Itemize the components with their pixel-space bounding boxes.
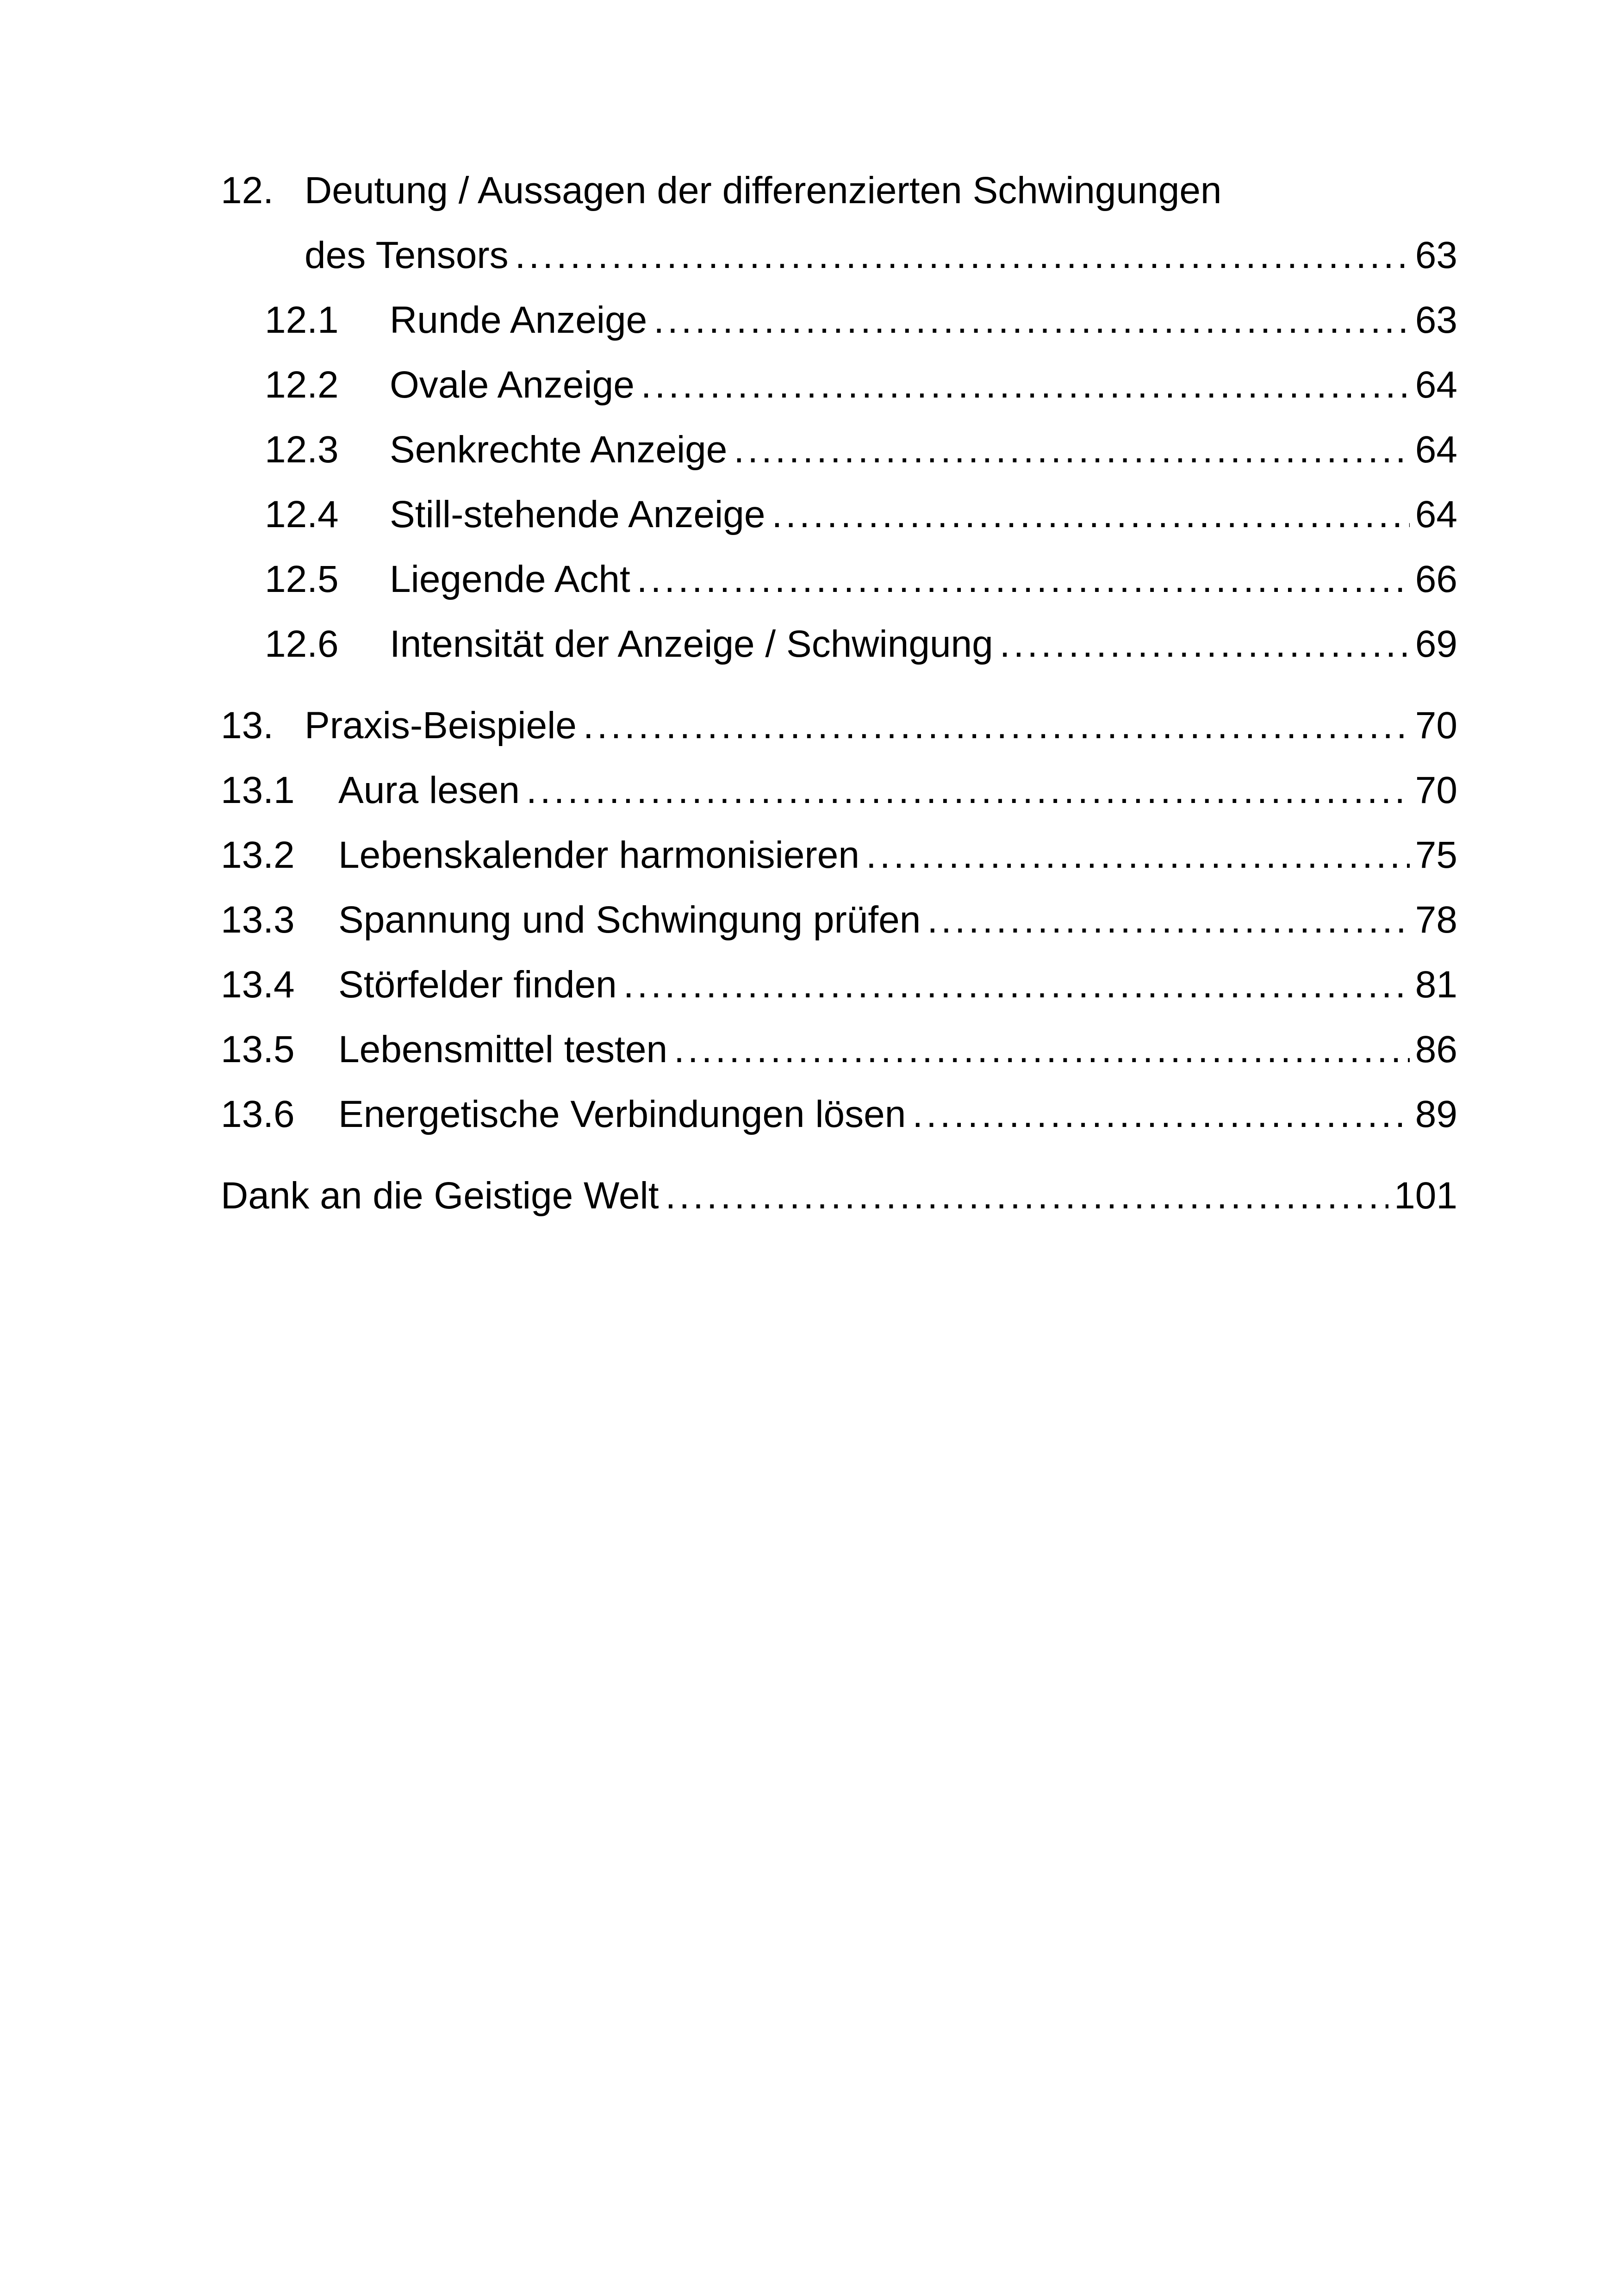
dot-leader [583,704,1410,747]
dot-leader [666,1174,1389,1218]
toc-row-13-2 [221,834,1457,898]
toc-title: Deutung / Aussagen der differenzierten Schwingungen [305,169,1222,212]
toc-number: 12.1 [265,299,339,341]
page-number: 63 [1415,234,1457,276]
dot-leader [927,898,1409,942]
toc-title: Lebenskalender harmonisieren [338,834,859,876]
page-number: 64 [1415,364,1457,406]
toc-number: 13. [221,704,274,747]
page-number: 64 [1415,429,1457,471]
toc-title: Aura lesen [338,769,520,811]
toc-number: 13.6 [221,1093,295,1135]
toc-row-12-2 [221,363,1457,428]
dot-leader [526,769,1410,812]
page-number: 78 [1415,899,1457,941]
toc-row-12-4 [221,493,1457,558]
toc-title: Dank an die Geistige Welt [221,1175,659,1217]
toc-number: 12.6 [265,623,339,665]
toc-title: Spannung und Schwingung prüfen [338,899,921,941]
toc-row-12-3 [221,428,1457,493]
dot-leader [734,428,1409,472]
toc-row-12-line1 [221,169,1457,234]
toc-row-dank [221,1174,1457,1239]
page-number: 70 [1415,769,1457,811]
toc-row-13-3 [221,898,1457,963]
dot-leader [1000,622,1410,666]
page-number: 66 [1415,558,1457,600]
page-number: 64 [1415,493,1457,535]
toc-title: Praxis-Beispiele [305,704,577,747]
page-number: 89 [1415,1093,1457,1135]
toc-number: 12.5 [265,558,339,600]
dot-leader [515,234,1410,277]
toc-number: 13.2 [221,834,295,876]
toc-row-13-5 [221,1028,1457,1093]
dot-leader [623,963,1410,1007]
page-number: 75 [1415,834,1457,876]
toc-row-13 [221,704,1457,769]
table-of-contents [221,169,1457,1239]
toc-row-13-6 [221,1093,1457,1157]
page-number: 86 [1415,1028,1457,1070]
dot-leader [674,1028,1410,1071]
dot-leader [637,558,1410,601]
toc-title: Energetische Verbindungen lösen [338,1093,906,1135]
toc-row-13-4 [221,963,1457,1028]
toc-title: Störfelder finden [338,964,617,1006]
toc-title: Ovale Anzeige [390,364,635,406]
toc-number: 13.3 [221,899,295,941]
toc-row-12-6 [221,622,1457,687]
toc-number: 12.3 [265,429,339,471]
dot-leader [912,1093,1409,1136]
toc-number: 12.2 [265,364,339,406]
toc-title: Runde Anzeige [390,299,647,341]
toc-row-12-5 [221,558,1457,622]
toc-number: 12.4 [265,493,339,535]
toc-number: 12. [221,169,274,212]
toc-row-12-line2 [221,234,1457,299]
dot-leader [866,834,1410,877]
toc-row-13-1 [221,769,1457,834]
toc-title: Liegende Acht [390,558,630,600]
toc-title: Senkrechte Anzeige [390,429,728,471]
toc-number: 13.5 [221,1028,295,1070]
toc-title: des Tensors [305,234,509,276]
page-number: 81 [1415,964,1457,1006]
page-number: 63 [1415,299,1457,341]
toc-number: 13.4 [221,964,295,1006]
dot-leader [641,363,1410,407]
toc-title: Still-stehende Anzeige [390,493,765,535]
page-number: 70 [1415,704,1457,747]
dot-leader [772,493,1409,536]
toc-number: 13.1 [221,769,295,811]
page-number: 69 [1415,623,1457,665]
toc-title: Lebensmittel testen [338,1028,668,1070]
toc-title: Intensität der Anzeige / Schwingung [390,623,993,665]
toc-row-12-1 [221,299,1457,363]
dot-leader [653,299,1410,342]
page-number: 101 [1394,1175,1457,1217]
